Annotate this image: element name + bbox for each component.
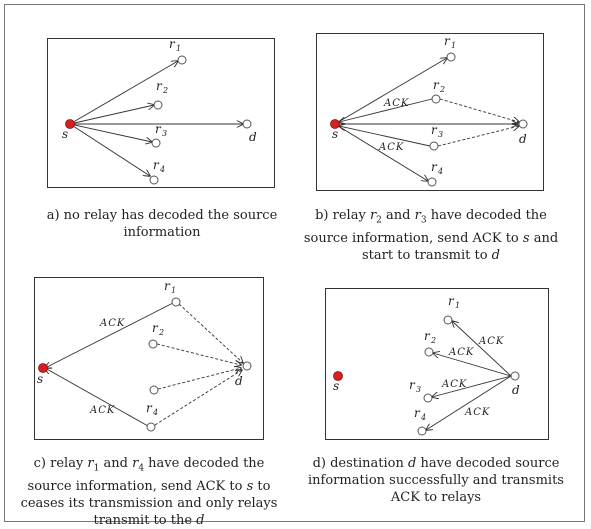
label-r: r xyxy=(448,294,454,308)
caption-d-line1: d) destination d have decoded source xyxy=(312,456,560,471)
label-d: d xyxy=(235,374,243,388)
label-r: r xyxy=(433,78,439,92)
edge-r1-s-ack xyxy=(45,303,173,368)
caption-d-line2: information successfully and transmits xyxy=(308,473,564,488)
label-r1-sub: 1 xyxy=(176,44,182,53)
label-r3-sub: 3 xyxy=(416,385,422,394)
ack-label: ACK xyxy=(465,407,491,418)
ack-label: ACK xyxy=(449,347,475,358)
relay-node-r4 xyxy=(147,423,155,431)
label-r2-sub: 2 xyxy=(431,336,437,345)
label-r: r xyxy=(431,123,437,137)
label-r2-sub: 2 xyxy=(163,86,169,95)
ack-label: ACK xyxy=(384,98,410,109)
panel-a-diagram xyxy=(47,38,275,188)
label-r: r xyxy=(164,279,170,293)
label-r3-sub: 3 xyxy=(438,130,444,139)
panel-b-diagram xyxy=(316,33,544,191)
label-r: r xyxy=(155,122,161,136)
edge-r1-d-dashed xyxy=(179,304,243,363)
label-r: r xyxy=(146,401,152,415)
label-r3-sub: 3 xyxy=(162,129,168,138)
label-r: r xyxy=(153,158,159,172)
edge-s-r3 xyxy=(70,124,152,142)
relay-node-r4 xyxy=(418,427,426,435)
caption-c xyxy=(14,455,284,529)
edge-r4-d-dashed xyxy=(155,370,242,425)
relay-node-r1 xyxy=(447,53,455,61)
label-r: r xyxy=(424,329,430,343)
label-s: s xyxy=(62,127,69,141)
panel-b xyxy=(316,33,544,191)
relay-node-r3 xyxy=(150,386,158,394)
panel-a xyxy=(47,38,275,188)
relay-node-r4 xyxy=(428,178,436,186)
panel-d-diagram xyxy=(325,288,549,440)
label-d: d xyxy=(512,383,520,397)
ack-label: ACK xyxy=(100,318,126,329)
relay-node-r4 xyxy=(150,176,158,184)
caption-b-line1: b) relay $r_2$ and $r_3$ have decoded the xyxy=(315,208,547,226)
caption-b xyxy=(296,207,566,264)
panel-d-border xyxy=(326,289,549,440)
label-d: d xyxy=(249,130,257,144)
relay-node-r1 xyxy=(178,56,186,64)
label-r: r xyxy=(444,34,450,48)
edge-s-r1 xyxy=(335,58,447,124)
label-r4-sub: 4 xyxy=(438,167,444,176)
label-r: r xyxy=(409,378,415,392)
edge-d-r4-ack xyxy=(426,376,511,430)
edge-r4-s-ack xyxy=(45,368,148,426)
panel-b-border xyxy=(317,34,544,191)
ack-label: ACK xyxy=(379,142,405,153)
destination-node xyxy=(243,120,251,128)
edge-s-r1 xyxy=(70,61,178,124)
edge-s-r4 xyxy=(70,124,150,176)
label-r: r xyxy=(431,160,437,174)
relay-node-r3 xyxy=(430,142,438,150)
caption-c-line3: ceases its transmission and only relays xyxy=(20,495,278,511)
relay-node-r3 xyxy=(152,139,160,147)
ack-label: ACK xyxy=(479,336,505,347)
caption-c-line2: source information, send ACK to s to xyxy=(27,478,271,494)
relay-node-r2 xyxy=(425,348,433,356)
caption-c-line4: transmit to the d xyxy=(93,512,205,528)
label-r4-sub: 4 xyxy=(153,408,159,417)
caption-d xyxy=(301,455,571,506)
destination-node xyxy=(519,120,527,128)
label-d: d xyxy=(519,132,527,146)
caption-a xyxy=(37,207,287,241)
label-r4-sub: 4 xyxy=(160,165,166,174)
panel-c-border xyxy=(35,278,264,440)
label-r4-sub: 4 xyxy=(421,413,427,422)
label-r: r xyxy=(156,79,162,93)
label-r2-sub: 2 xyxy=(440,85,446,94)
caption-d-line3: ACK to relays xyxy=(390,490,482,505)
label-r1-sub: 1 xyxy=(171,286,177,295)
label-r: r xyxy=(169,38,175,51)
relay-node-r3 xyxy=(424,394,432,402)
edge-r2-d-dashed xyxy=(440,99,519,122)
label-s: s xyxy=(37,372,44,386)
label-r: r xyxy=(152,321,158,335)
label-r2-sub: 2 xyxy=(159,328,165,337)
caption-a-line1: a) no relay has decoded the source xyxy=(46,208,278,223)
edge-r3-d-dashed xyxy=(438,126,519,146)
label-r1-sub: 1 xyxy=(455,301,461,310)
label-r1-sub: 1 xyxy=(451,41,457,50)
caption-b-line3: start to transmit to d xyxy=(362,247,500,263)
relay-node-r2 xyxy=(432,95,440,103)
destination-node xyxy=(243,362,251,370)
edge-r2-d-dashed xyxy=(157,344,241,365)
relay-node-r2 xyxy=(154,101,162,109)
panel-c-diagram xyxy=(34,277,264,440)
edge-s-r2 xyxy=(70,105,154,124)
caption-c-line1: c) relay $r_1$ and $r_4$ have decoded the xyxy=(33,456,265,474)
caption-a-line2: information xyxy=(123,225,201,240)
ack-label: ACK xyxy=(90,405,116,416)
caption-b-line2: source information, send ACK to s and xyxy=(303,230,559,246)
label-r: r xyxy=(414,406,420,420)
relay-node-r2 xyxy=(149,340,157,348)
panel-d xyxy=(325,288,549,440)
relay-node-r1 xyxy=(444,316,452,324)
panel-c xyxy=(34,277,264,440)
label-s: s xyxy=(333,379,340,393)
ack-label: ACK xyxy=(442,379,468,390)
relay-node-r1 xyxy=(172,298,180,306)
label-s: s xyxy=(332,127,339,141)
destination-node xyxy=(511,372,519,380)
